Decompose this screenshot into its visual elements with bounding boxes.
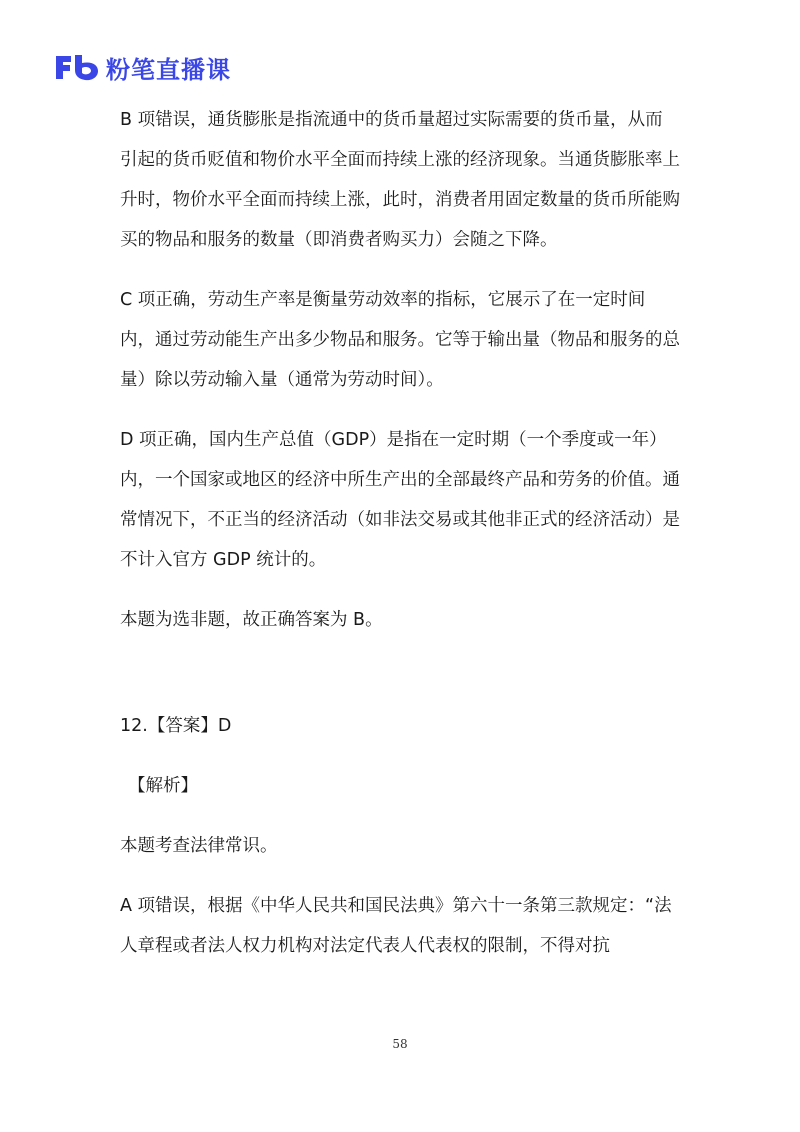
fenbi-logo-icon <box>54 52 100 82</box>
header <box>54 50 231 84</box>
paragraph-option-c: C 项正确，劳动生产率是衡量劳动效率的指标，它展示了在一定时间内，通过劳动能生产出多少物品和服务。它等于输出量（物品和服务的总量）除以劳动输入量（通常为劳动时间）。 <box>120 290 680 390</box>
brand-name: 粉笔直播课 <box>106 55 231 84</box>
question-intro: 本题考查法律常识。 <box>120 836 278 856</box>
paragraph-option-a: A 项错误，根据《中华人民共和国民法典》第六十一条第三款规定：“法人章程或者法人权力机构对法定代表人代表权的限制，不得对抗 <box>120 896 672 956</box>
paragraph-option-d: D 项正确，国内生产总值（GDP）是指在一定时期（一个季度或一年）内，一个国家或地区的经济中所生产出的全部最终产品和劳务的价值。通常情况下，不正当的经济活动（如非法交易或其他非正式的经济活动）是不计入官方 GDP 统计的。 <box>120 430 680 570</box>
answer-line: 12.【答案】D <box>120 716 232 736</box>
page-number: 58 <box>392 1037 408 1051</box>
paragraph-conclusion: 本题为选非题，故正确答案为 B。 <box>120 610 383 630</box>
analysis-label: 【解析】 <box>128 776 198 796</box>
document-body <box>120 100 680 986</box>
paragraph-option-b: B 项错误，通货膨胀是指流通中的货币量超过实际需要的货币量，从而引起的货币贬值和物价水平全面而持续上涨的经济现象。当通货膨胀率上升时，物价水平全面而持续上涨，此时，消费者用固定数量的货币所能购买的物品和服务的数量（即消费者购买力）会随之下降。 <box>120 110 680 250</box>
